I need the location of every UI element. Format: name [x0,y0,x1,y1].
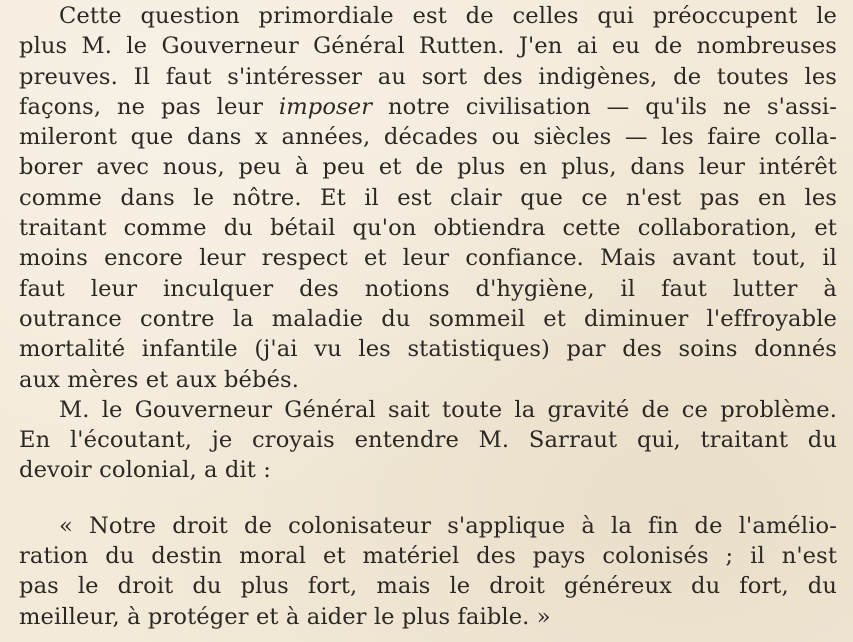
text-line: mileront que dans x années, décades ou siècles — les faire colla- [19,124,837,151]
text-line: « Notre droit de colonisateur s'applique à la fin de l'amélio- [59,512,837,539]
text-line: mortalité infantile (j'ai vu les statistiques) par des soins donnés [19,336,837,363]
text-line: aux mères et aux bébés. [19,366,300,393]
text-line: comme dans le nôtre. Et il est clair que ce n'est pas en les [19,184,837,211]
text-line: ration du destin moral et matériel des pays colonisés ; il n'est [19,543,837,570]
text-line: borer avec nous, peu à peu et de plus en plus, dans leur intérêt [19,154,837,181]
paragraph-governor-question [19,1,837,395]
text-line: pas le droit du plus fort, mais le droit généreux du fort, du [19,573,837,600]
text-line: plus M. le Gouverneur Général Rutten. J'en ai eu de nombreuses [19,33,837,60]
text-line: preuves. Il faut s'intéresser au sort des indigènes, de toutes les [19,63,837,90]
text-line: outrance contre la maladie du sommeil et diminuer l'effroyable [19,305,837,332]
text-line: Cette question primordiale est de celles qui préoccupent le [59,3,837,29]
paragraph-sarraut-intro [19,395,837,486]
text-line: faut leur inculquer des notions d'hygiène, il faut lutter à [19,275,837,302]
emphasized-word: imposer [278,93,373,120]
text-line: meilleur, à protéger et à aider le plus faible. » [19,603,551,630]
text-line: M. le Gouverneur Général sait toute la gravité de ce problème. [59,396,837,423]
text-fragment: façons, ne pas leur [19,93,279,120]
sarraut-quote [19,511,837,632]
text-line: devoir colonial, a dit : [19,457,271,484]
text-line: En l'écoutant, je croyais entendre M. Sarraut qui, traitant du [19,427,837,454]
text-fragment: notre civilisation — qu'ils ne s'assi- [372,93,837,120]
text-line: moins encore leur respect et leur confiance. Mais avant tout, il [19,245,837,272]
text-line [19,92,837,122]
text-line: traitant comme du bétail qu'on obtiendra cette collaboration, et [19,215,837,242]
